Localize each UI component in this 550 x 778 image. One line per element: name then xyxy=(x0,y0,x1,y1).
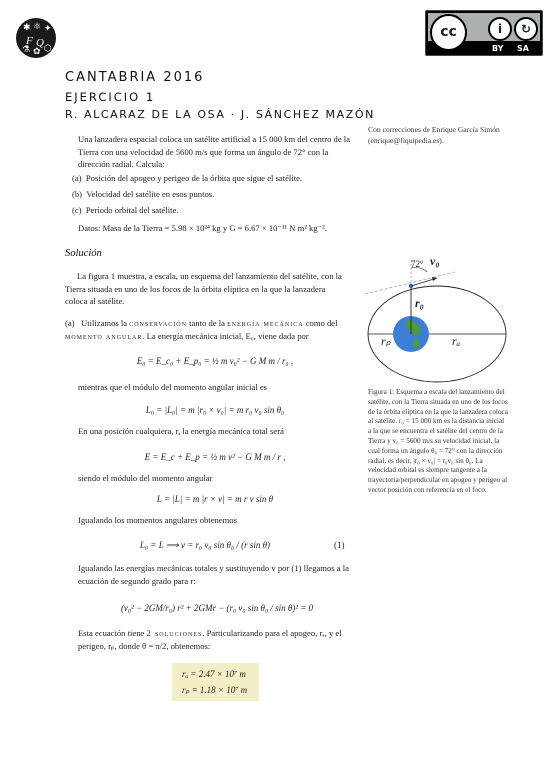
exercise-title: EJERCICIO 1 xyxy=(65,90,156,104)
v0-arrowhead xyxy=(432,277,437,281)
p7-text-a: Esta ecuación tiene xyxy=(78,628,145,638)
question-a xyxy=(72,172,302,185)
equation-number: (1) xyxy=(334,540,345,550)
question-text: Velocidad del satélite en esos puntos. xyxy=(86,189,215,199)
p1-text-d: . La energía mecánica inicial, E₀, viene dada por xyxy=(142,330,309,341)
sa-label: SA xyxy=(517,44,529,53)
question-tag: (b) xyxy=(72,189,83,199)
flask-icon: ⚗ xyxy=(22,45,31,55)
part-a-paragraph xyxy=(65,317,355,342)
p7-text xyxy=(78,627,350,652)
cc-icon: cc xyxy=(430,14,467,51)
equation-initial-momentum: L₀ = |L₀| = m |r₀ × v₀| = m r₀ v₀ sin θ₀ xyxy=(145,405,285,415)
question-tag: (a) xyxy=(72,173,82,183)
results-box xyxy=(172,663,259,701)
question-text: Posición del apogeo y perigeo de la órbita que sigue el satélite. xyxy=(85,173,303,183)
figure-caption: Figura 1: Esquema a escala del lanzamiento del satélite, con la Tierra situada en uno de los focos de la órbita elíptica en la que la lanzadera coloca al satélite. r₀ = 15 000 km es la distancia inicial a la que se encuentra el satélite del centro de la Tierra y v₀ = 5600 m/s su velocidad inicial, la cual forma un ángulo θ₀ = 72° con la dirección radial, es decir, |r₀ × v₀| = r₀v₀ sin θ₀. La velocidad orbital es siempre tangente a la trayectoria/perpendicular en apogeo y perigeo al vector posición con referencia en el foco. xyxy=(368,388,508,494)
p2-text: mientras que el módulo del momento angular inicial es xyxy=(78,382,268,392)
keyword-mechanical-energy: energía mecánica xyxy=(227,318,304,328)
perigee-result: rₚ = 1.18 × 10⁷ m xyxy=(182,685,248,695)
p3-text: En una posición cualquiera, r, la energía mecánica total será xyxy=(78,426,284,436)
by-label: BY xyxy=(492,44,504,53)
exam-title: CANTABRIA 2016 xyxy=(65,70,205,85)
p1-text-b: tanto de la xyxy=(189,318,225,328)
equation-velocity: L₀ = L ⟹ v = r₀ v₀ sin θ₀ / (r sin θ) xyxy=(140,540,270,550)
part-tag: (a) xyxy=(65,318,75,328)
authors: R. ALCARAZ DE LA OSA · J. SÁNCHEZ MAZÓN xyxy=(65,108,375,121)
angle-label: 72° xyxy=(411,259,424,269)
attribution-icon: i xyxy=(488,17,512,41)
equation-momentum: L = |L| = m |r × v| = m r v sin θ xyxy=(156,494,274,504)
given-data: Datos: Masa de la Tierra = 5.98 × 10²⁴ kg y G = 6.67 × 10⁻¹¹ N m² kg⁻². xyxy=(78,223,327,233)
tangent-line xyxy=(365,272,455,294)
r0-label: r₀ xyxy=(415,296,424,310)
fiquipedia-logo xyxy=(16,18,56,58)
p1-text-a: Utilizamos la xyxy=(81,318,128,328)
ra-label: rₐ xyxy=(452,334,461,348)
question-tag: (c) xyxy=(72,205,82,215)
corrections-note: Con correcciones de Enrique García Simón (enrique@fiquipedia.es). xyxy=(368,125,500,145)
equation-quadratic: (v₀² − 2GM/r₀) r² + 2GMr − (r₀ v₀ sin θ₀ / sin θ)² = 0 xyxy=(120,603,314,613)
molecule-icon: ✱ xyxy=(23,23,31,33)
p1-text-c: como del xyxy=(305,318,338,328)
p5-text: Igualando los momentos angulares obtenemos xyxy=(78,515,237,525)
apogee-result: rₐ = 2.47 × 10⁷ m xyxy=(182,669,246,679)
fq-monogram-icon: F xyxy=(26,35,33,47)
p4-text: siendo el módulo del momento angular xyxy=(78,473,213,483)
question-c xyxy=(72,204,178,217)
hexagon-icon: ⬡ xyxy=(44,44,52,54)
keyword-conservation: conservación xyxy=(129,318,187,328)
question-text: Período orbital del satélite. xyxy=(85,205,179,215)
problem-statement: Una lanzadera espacial coloca un satélite artificial a 15 000 km del centro de la Tierra con una velocidad de 5600 m/s que forma un ángulo de 72° con la dirección radial. Calcula: xyxy=(78,134,351,170)
orbit-figure xyxy=(365,250,515,385)
fq-monogram-icon-q: Q xyxy=(36,37,44,49)
chemistry-icon: ✿ xyxy=(33,47,41,57)
solution-intro: La figura 1 muestra, a escala, un esquema del lanzamiento del satélite, con la Tierra situada en uno de los focos de la órbita elíptica en la que la lanzadera coloca al satélite. xyxy=(65,271,342,307)
equation-initial-energy: E₀ = E_c₀ + E_p₀ = ½ m v₀² − G M m / r₀ , xyxy=(136,356,294,366)
atom-icon: ⚛ xyxy=(33,22,42,32)
p7-text-b: . Particularizando para el apogeo, rₐ, y el perigeo, rₚ, donde θ = π/2, obtenemos: xyxy=(78,628,342,651)
v0-label: v₀ xyxy=(430,254,440,268)
cc-license-badge[interactable] xyxy=(425,10,543,56)
share-alike-icon: ↻ xyxy=(514,17,538,41)
equation-energy: E = E_c + E_p = ½ m v² − G M m / r , xyxy=(144,452,286,462)
solution-heading: Solución xyxy=(65,248,102,259)
question-b xyxy=(72,188,214,201)
keyword-angular-momentum: momento angular xyxy=(65,330,143,341)
p6-text: Igualando las energías mecánicas totales y sustituyendo v por (1) llegamos a la ecuación de segundo grado para r: xyxy=(78,563,349,586)
star-icon: ✦ xyxy=(44,24,52,34)
keyword-solutions: 2 soluciones xyxy=(146,628,203,638)
rp-label: rₚ xyxy=(381,334,391,348)
